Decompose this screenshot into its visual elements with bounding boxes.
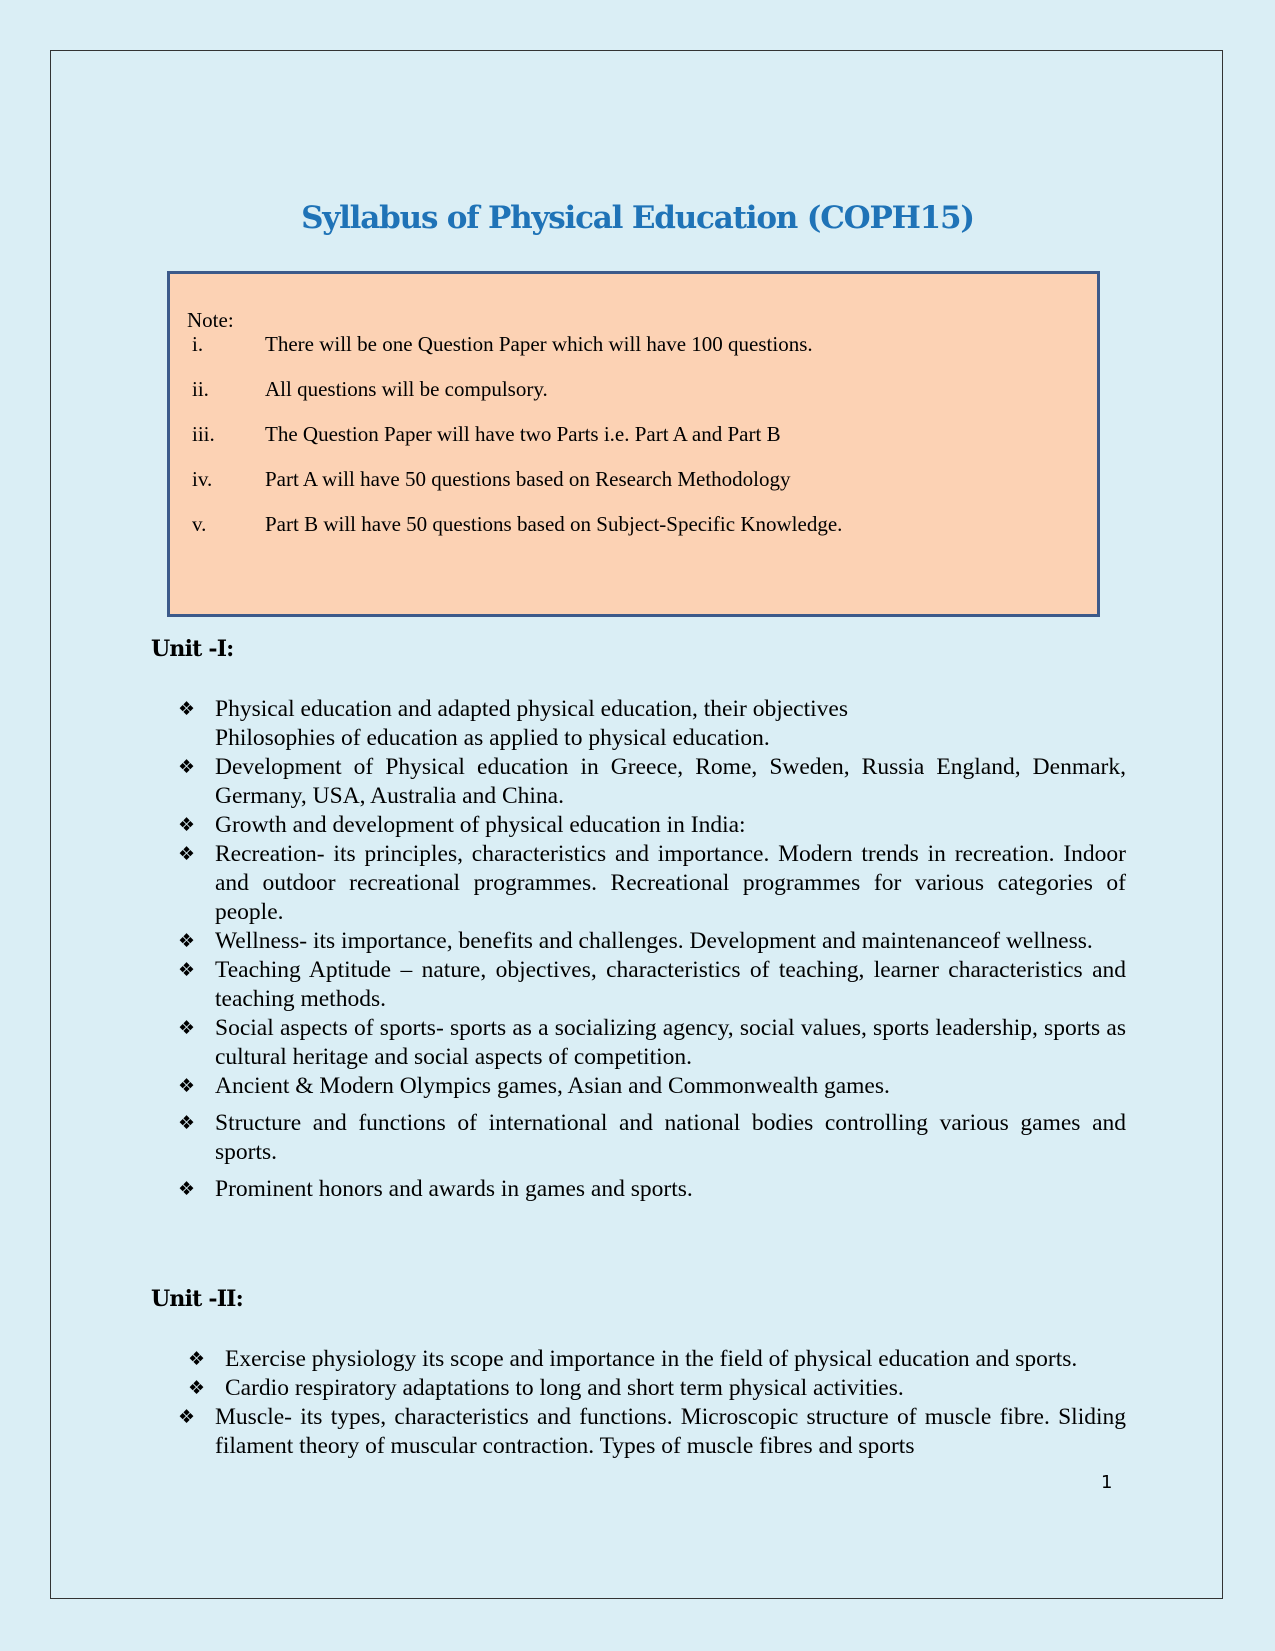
note-item-text: There will be one Question Paper which will have 100 questions.: [265, 332, 813, 356]
note-item-number: ii.: [192, 377, 209, 401]
page-title: Syllabus of Physical Education (COPH15): [301, 200, 974, 236]
list-item: [178, 1403, 1126, 1461]
list-item: [178, 753, 1126, 811]
list-item-text: Growth and development of physical education in India:: [215, 812, 746, 838]
diamond-bullet-icon: ❖: [188, 1348, 206, 1370]
list-item-text: Development of Physical education in Greece, Rome, Sweden, Russia England, Denmark, Germany, USA, Australia and China.: [215, 754, 1126, 809]
diamond-bullet-icon: ❖: [178, 756, 196, 778]
list-item-text: Structure and functions of international and national bodies controlling various games and sports.: [215, 1110, 1126, 1165]
diamond-bullet-icon: ❖: [178, 1178, 196, 1200]
list-item: [178, 927, 1126, 956]
note-item-number: iv.: [192, 467, 213, 491]
list-item-text: Recreation- its principles, characteristics and importance. Modern trends in recreation. Indoor and outdoor recreational programmes. Recreational programmes for various categories of people.: [215, 841, 1126, 925]
note-item-text: Part B will have 50 questions based on Subject-Specific Knowledge.: [265, 512, 843, 536]
list-item-text: Social aspects of sports- sports as a socializing agency, social values, sports leadership, sports as cultural heritage and social aspects of competition.: [215, 1015, 1126, 1070]
diamond-bullet-icon: ❖: [178, 1017, 196, 1039]
list-item-text: Muscle- its types, characteristics and functions. Microscopic structure of muscle fibre. Sliding filament theory of muscular contraction. Types of muscle fibres and sports: [215, 1404, 1126, 1459]
diamond-bullet-icon: ❖: [178, 959, 196, 981]
page-number: 1: [1101, 1472, 1113, 1493]
note-item-text: Part A will have 50 questions based on Research Methodology: [265, 467, 791, 491]
list-item: [178, 1109, 1126, 1167]
unit-1-heading: Unit -I:: [151, 636, 234, 662]
list-item: [178, 1374, 1126, 1403]
diamond-bullet-icon: ❖: [188, 1377, 206, 1399]
list-item-text: Wellness- its importance, benefits and challenges. Development and maintenanceof wellness.: [215, 928, 1093, 954]
list-item-text: Cardio respiratory adaptations to long and short term physical activities.: [225, 1375, 904, 1401]
list-item-text: Exercise physiology its scope and importance in the field of physical education and sports.: [225, 1346, 1078, 1372]
list-item: [178, 811, 1126, 840]
list-item-text: Teaching Aptitude – nature, objectives, characteristics of teaching, learner characteristics and teaching methods.: [215, 957, 1126, 1012]
diamond-bullet-icon: ❖: [178, 843, 196, 865]
note-item-text: All questions will be compulsory.: [265, 377, 548, 401]
list-item: [178, 956, 1126, 1014]
list-item-text: Physical education and adapted physical education, their objectives: [215, 696, 848, 722]
unit-2-list: [178, 1345, 1126, 1461]
list-item: [178, 1345, 1126, 1374]
note-item-text: The Question Paper will have two Parts i.e. Part A and Part B: [265, 422, 781, 446]
list-item-text: Prominent honors and awards in games and sports.: [215, 1176, 693, 1202]
diamond-bullet-icon: ❖: [178, 1406, 196, 1428]
note-item-number: i.: [192, 332, 204, 356]
note-box: [167, 271, 1100, 617]
list-item-text: Ancient & Modern Olympics games, Asian and Commonwealth games.: [215, 1073, 890, 1099]
list-item: [178, 1175, 1126, 1204]
diamond-bullet-icon: ❖: [178, 814, 196, 836]
diamond-bullet-icon: ❖: [178, 930, 196, 952]
note-item-number: v.: [192, 512, 207, 536]
list-item: [178, 1014, 1126, 1072]
list-item-text: Philosophies of education as applied to physical education.: [215, 725, 770, 751]
diamond-bullet-icon: ❖: [178, 1112, 196, 1134]
diamond-bullet-icon: ❖: [178, 1075, 196, 1097]
list-item: [178, 695, 1126, 753]
note-item-number: iii.: [192, 422, 215, 446]
note-label: Note:: [187, 308, 234, 332]
list-item: [178, 840, 1126, 927]
unit-2-heading: Unit -II:: [151, 1286, 243, 1312]
unit-1-list: [178, 695, 1126, 1204]
diamond-bullet-icon: ❖: [178, 698, 196, 720]
list-item: [178, 1072, 1126, 1101]
